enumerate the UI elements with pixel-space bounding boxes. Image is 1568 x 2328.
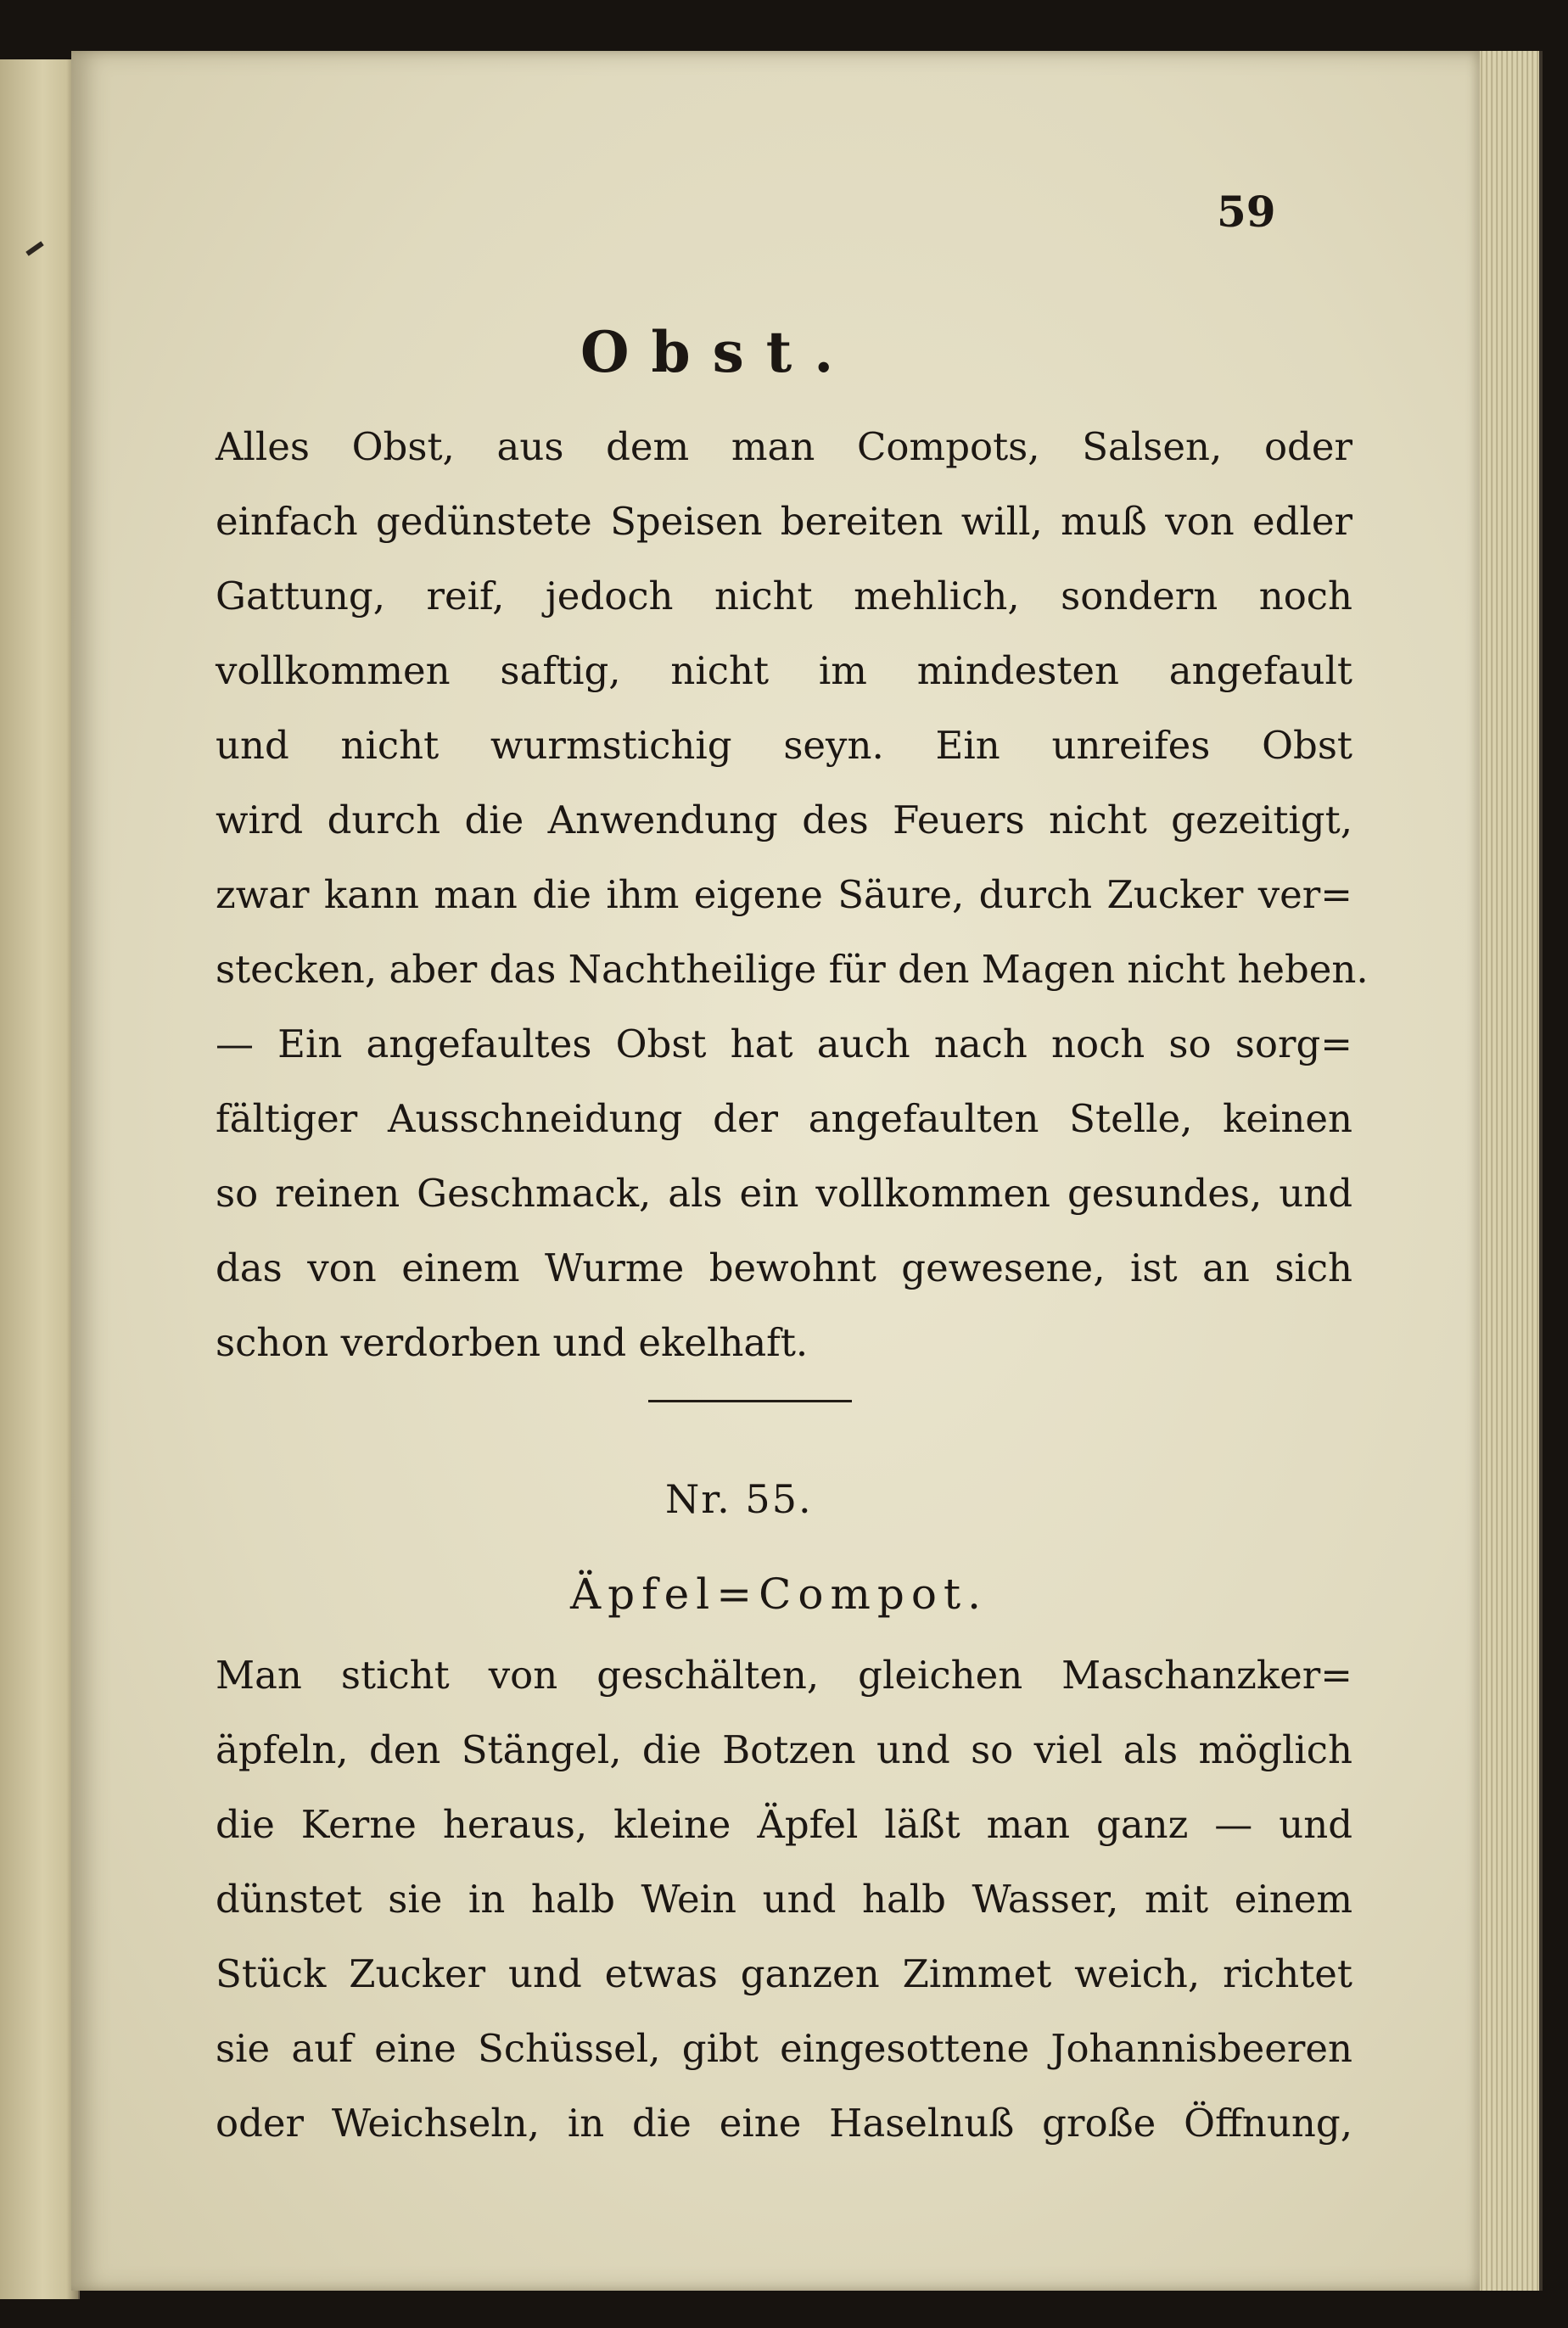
page-number: 59 [1217,187,1276,237]
text-line: oder Weichseln, in die eine Haselnuß große Öffnung, [216,2101,1352,2146]
text-line: Man sticht von geschälten, gleichen Maschanzker= [216,1653,1352,1698]
text-line: zwar kann man die ihm eigene Säure, durch Zucker ver= [216,872,1352,917]
text-line: vollkommen saftig, nicht im mindesten angefault [216,648,1352,693]
text-line: dünstet sie in halb Wein und halb Wasser, mit einem [216,1877,1352,1922]
section-title: Obst. [580,319,856,385]
page-mark [25,241,43,256]
text-line: so reinen Geschmack, als ein vollkommen gesundes, und [216,1171,1352,1216]
left-facing-page-edge [0,59,80,2299]
text-line: das von einem Wurme bewohnt gewesene, ist an sich [216,1245,1352,1290]
text-line: — Ein angefaultes Obst hat auch nach noch so sorg= [216,1021,1352,1066]
text-line: sie auf eine Schüssel, gibt eingesottene Johannisbeeren [216,2026,1352,2071]
text-line: wird durch die Anwendung des Feuers nicht gezeitigt, [216,797,1352,842]
recipe-title: Äpfel=Compot. [570,1570,988,1619]
text-line: einfach gedünstete Speisen bereiten will, muß von edler [216,499,1352,544]
text-line: schon verdorben und ekelhaft. [216,1320,809,1365]
text-line: fältiger Ausschneidung der angefaulten Stelle, keinen [216,1096,1352,1141]
text-line: Alles Obst, aus dem man Compots, Salsen, oder [216,424,1352,469]
text-line: äpfeln, den Stängel, die Botzen und so viel als möglich [216,1727,1352,1772]
book-page [71,51,1480,2291]
section-divider [648,1400,852,1402]
text-line: die Kerne heraus, kleine Äpfel läßt man ganz — und [216,1802,1352,1847]
text-line: stecken, aber das Nachtheilige für den Magen nicht heben. [216,947,1369,992]
text-line: Stück Zucker und etwas ganzen Zimmet weich, richtet [216,1951,1352,1996]
recipe-number: Nr. 55. [665,1476,813,1522]
text-line: und nicht wurmstichig seyn. Ein unreifes Obst [216,723,1352,768]
text-line: Gattung, reif, jedoch nicht mehlich, sondern noch [216,574,1352,618]
